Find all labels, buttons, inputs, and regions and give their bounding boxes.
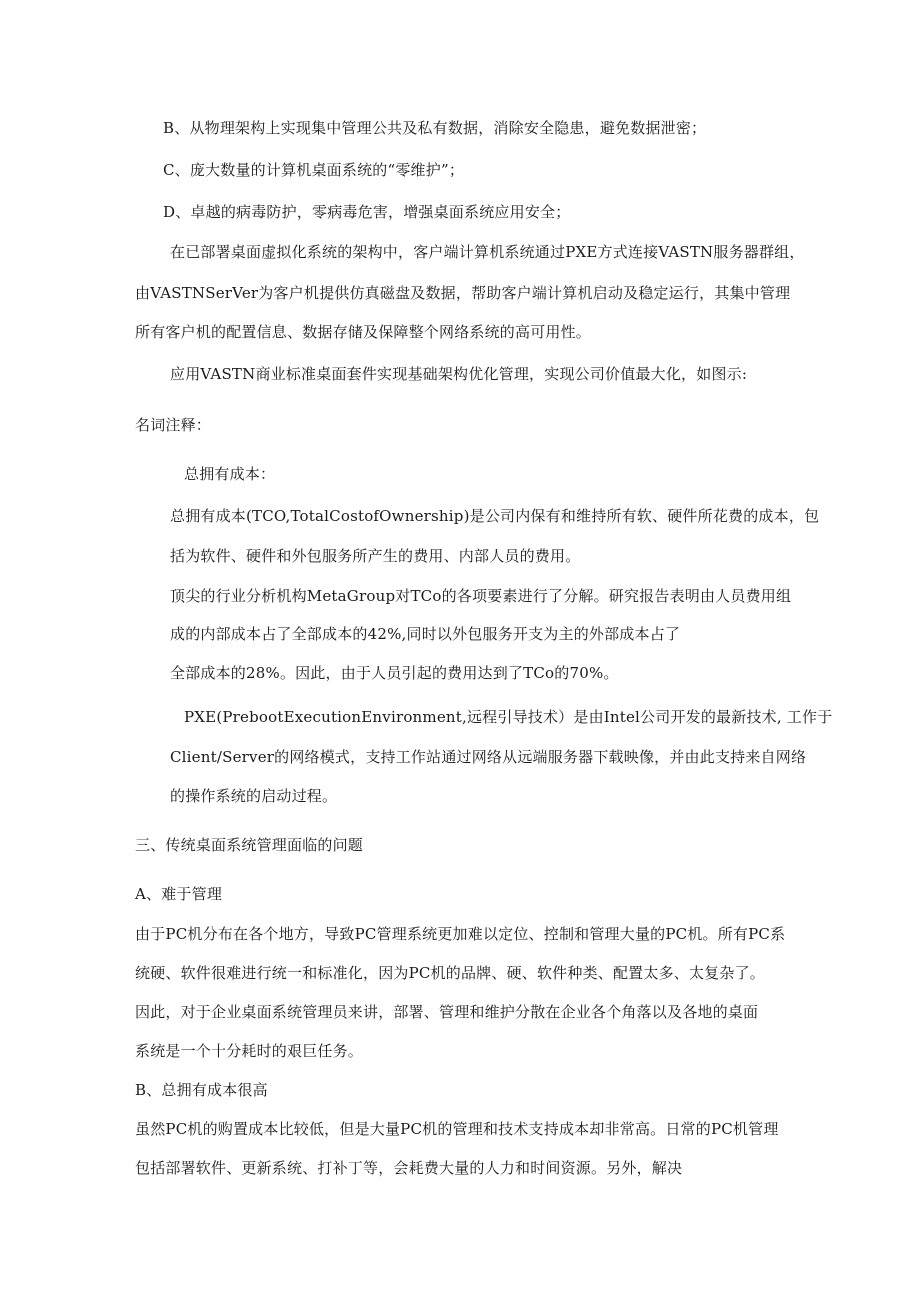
paragraph-line: 括为软件、硬件和外包服务所产生的费用、内部人员的费用。 <box>170 547 581 565</box>
list-item-c: C、庞大数量的计算机桌面系统的“零维护”； <box>163 161 465 179</box>
subsection-heading-a: A、难于管理 <box>135 885 223 903</box>
paragraph-line: 因此，对于企业桌面系统管理员来讲，部署、管理和维护分散在企业各个角落以及各地的桌面 <box>135 1003 759 1021</box>
paragraph-line: 成的内部成本占了全部成本的42%,同时以外包服务开支为主的外部成本占了 <box>170 625 681 643</box>
paragraph-line: 在已部署桌面虚拟化系统的架构中，客户端计算机系统通过PXE方式连接VASTN服务器群组， <box>170 243 805 261</box>
tco-heading: 总拥有成本： <box>184 465 276 483</box>
list-item-d: D、卓越的病毒防护，零病毒危害，增强桌面系统应用安全； <box>163 203 571 221</box>
paragraph-line: PXE(PrebootExecutionEnvironment,远程引导技术）是由Intel公司开发的最新技术, 工作于 <box>184 708 833 726</box>
paragraph-line: 由于PC机分布在各个地方，导致PC管理系统更加难以定位、控制和管理大量的PC机。所有PC系 <box>135 925 786 943</box>
paragraph-line: 所有客户机的配置信息、数据存储及保障整个网络系统的高可用性。 <box>135 323 592 341</box>
section-heading: 三、传统桌面系统管理面临的问题 <box>135 836 364 854</box>
glossary-heading: 名词注释： <box>135 416 212 434</box>
apply-paragraph: 应用VASTN商业标准桌面套件实现基础架构优化管理，实现公司价值最大化，如图示: <box>170 365 748 383</box>
paragraph-line: Client/Server的网络模式，支持工作站通过网络从远端服务器下载映像，并由此支持来自网络 <box>170 748 807 766</box>
list-item-b: B、从物理架构上实现集中管理公共及私有数据，消除安全隐患，避免数据泄密； <box>163 119 707 137</box>
paragraph-line: 总拥有成本(TCO,TotalCostofOwnership)是公司内保有和维持所有软、硬件所花费的成本，包 <box>170 507 820 525</box>
paragraph-line: 由VASTNSerVer为客户机提供仿真磁盘及数据，帮助客户端计算机启动及稳定运行，其集中管理 <box>135 284 791 302</box>
paragraph-line: 包括部署软件、更新系统、打补丁等，会耗费大量的人力和时间资源。另外，解决 <box>135 1159 683 1177</box>
paragraph-line: 的操作系统的启动过程。 <box>170 787 338 805</box>
paragraph-line: 全部成本的28%。因此，由于人员引起的费用达到了TCo的70%。 <box>170 664 619 682</box>
paragraph-line: 系统是一个十分耗时的艰巨任务。 <box>135 1042 364 1060</box>
paragraph-line: 顶尖的行业分析机构MetaGroup对TCo的各项要素进行了分解。研究报告表明由人员费用组 <box>170 587 792 605</box>
paragraph-line: 统硬、软件很难进行统一和标准化，因为PC机的品牌、硬、软件种类、配置太多、太复杂了。 <box>135 964 765 982</box>
subsection-heading-b: B、总拥有成本很高 <box>135 1081 268 1099</box>
paragraph-line: 虽然PC机的购置成本比较低，但是大量PC机的管理和技术支持成本却非常高。日常的PC机管理 <box>135 1120 779 1138</box>
